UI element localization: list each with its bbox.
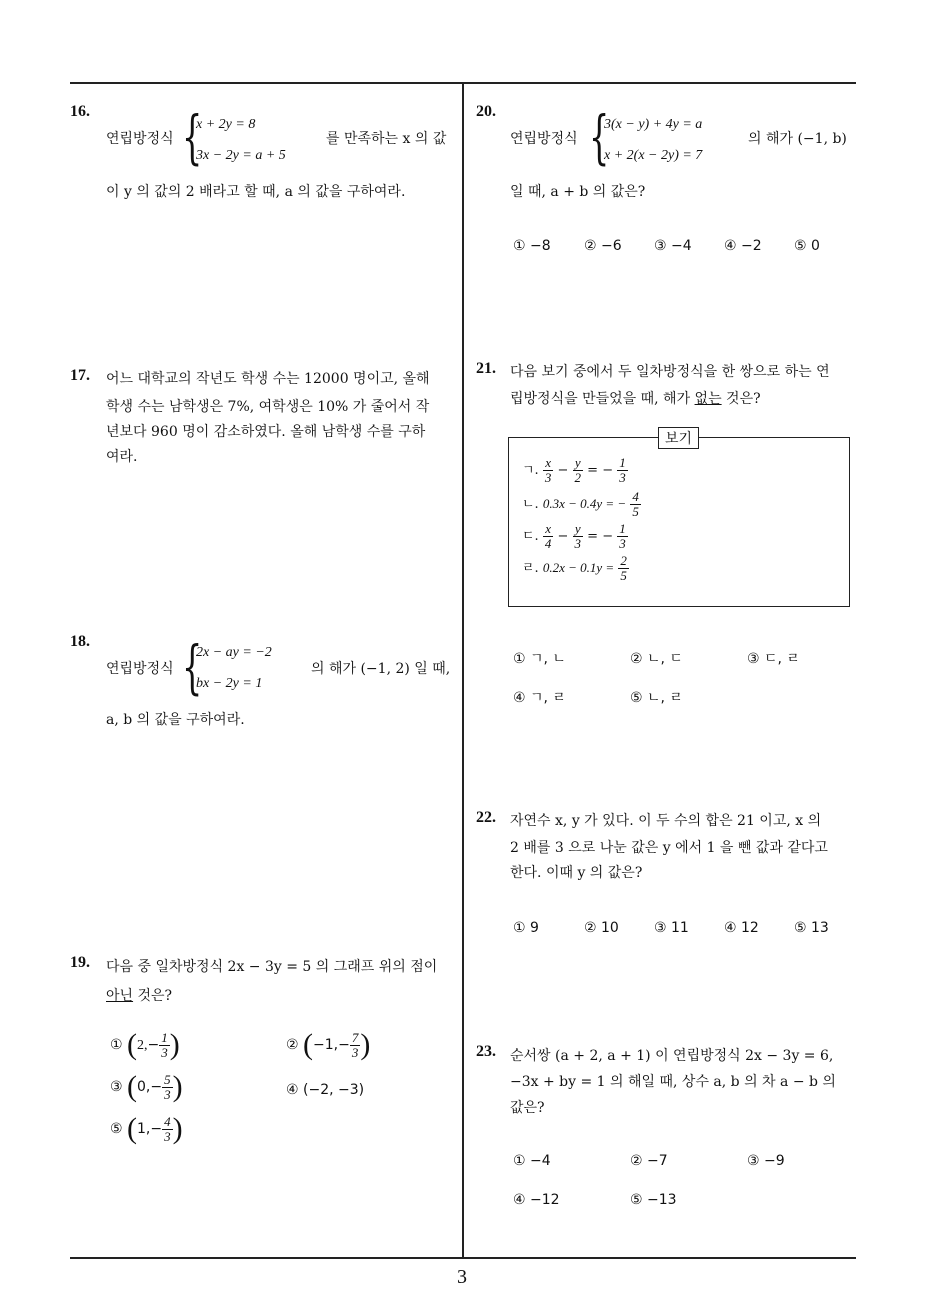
- numerator: 2: [620, 553, 627, 568]
- question-text: 의 해가 (−1, b): [748, 131, 847, 147]
- choice-4[interactable]: ④ −2: [724, 238, 762, 254]
- fraction: [543, 456, 554, 485]
- question-text: 연립방정식: [106, 131, 174, 147]
- numerator: 1: [161, 1029, 168, 1045]
- paren-open: (: [127, 1070, 138, 1103]
- sign: −: [338, 1037, 350, 1053]
- item-text: 0.2x − 0.1y =: [542, 560, 615, 575]
- numerator: 1: [619, 455, 626, 470]
- sign: −: [150, 1079, 163, 1095]
- choice-4[interactable]: ④ −12: [513, 1192, 560, 1208]
- example-item-2: [522, 490, 641, 519]
- choice-2[interactable]: ② −7: [630, 1153, 668, 1169]
- choice-1[interactable]: [110, 1028, 180, 1062]
- underlined-word: 아닌: [106, 988, 134, 1004]
- denominator: 3: [161, 1044, 168, 1060]
- choice-mark: ④: [286, 1082, 299, 1098]
- question-text: 이 y 의 값의 2 배라고 할 때, a 의 값을 구하여라.: [106, 184, 406, 200]
- question-text: 연립방정식: [510, 131, 578, 147]
- numerator: 1: [619, 521, 626, 536]
- equation-2: x + 2(x − 2y) = 7: [604, 148, 703, 163]
- paren-open: (: [127, 1112, 138, 1145]
- numerator: 5: [164, 1071, 171, 1087]
- question-text: 학생 수는 남학생은 7%, 여학생은 10% 가 줄어서 작: [106, 399, 430, 415]
- equation-2: bx − 2y = 1: [196, 676, 263, 691]
- choice-value: 0,: [137, 1079, 151, 1095]
- question-number: 22.: [476, 809, 496, 826]
- choice-1[interactable]: ① ㄱ, ㄴ: [513, 651, 566, 667]
- fraction: [630, 490, 641, 519]
- denominator: 3: [619, 536, 626, 551]
- question-text-part: 립방정식을 만들었을 때, 해가: [510, 391, 695, 407]
- fraction: [573, 522, 584, 551]
- fraction: [543, 522, 554, 551]
- choice-3[interactable]: ③ 11: [654, 920, 689, 936]
- fraction: [159, 1031, 170, 1060]
- question-text: 다음 중 일차방정식 2x − 3y = 5 의 그래프 위의 점이: [106, 959, 438, 975]
- choice-5[interactable]: ⑤ ㄴ, ㄹ: [630, 690, 683, 706]
- operator: = −: [587, 529, 614, 544]
- choice-value: 2,: [137, 1038, 148, 1053]
- choice-1[interactable]: ① −8: [513, 238, 551, 254]
- choice-4[interactable]: ④ 12: [724, 920, 759, 936]
- choice-5[interactable]: ⑤ 0: [794, 238, 820, 254]
- choice-value: −1,: [313, 1037, 339, 1053]
- example-item-4: [522, 554, 629, 583]
- question-text: 다음 보기 중에서 두 일차방정식을 한 쌍으로 하는 연: [510, 364, 830, 380]
- fraction: [162, 1115, 173, 1144]
- paren-close: ): [169, 1028, 180, 1061]
- question-text-part: 것은?: [721, 391, 761, 407]
- paren-open: (: [127, 1028, 138, 1061]
- bottom-rule: [70, 1257, 856, 1259]
- denominator: 5: [632, 504, 639, 519]
- denominator: 2: [574, 470, 582, 485]
- column-divider: [462, 82, 464, 1258]
- brace: {: [182, 633, 203, 701]
- paren-close: ): [360, 1028, 371, 1061]
- denominator: 3: [164, 1086, 171, 1102]
- choice-1[interactable]: ① 9: [513, 920, 539, 936]
- fraction: [162, 1073, 173, 1102]
- paren-open: (: [303, 1028, 314, 1061]
- sign: −: [150, 1121, 163, 1137]
- item-label: ㄱ.: [522, 463, 539, 478]
- question-text-rest: 것은?: [133, 988, 173, 1004]
- choice-3[interactable]: ③ ㄷ, ㄹ: [747, 651, 800, 667]
- question-text: [106, 985, 172, 1005]
- example-box-title: 보기: [658, 427, 699, 449]
- choice-2[interactable]: ② 10: [584, 920, 619, 936]
- choice-mark: ③: [110, 1079, 123, 1095]
- denominator: 5: [620, 568, 627, 583]
- numerator: 4: [632, 489, 639, 504]
- question-number: 20.: [476, 103, 496, 120]
- choice-4[interactable]: ④ ㄱ, ㄹ: [513, 690, 566, 706]
- fraction: [617, 456, 628, 485]
- question-text: 자연수 x, y 가 있다. 이 두 수의 합은 21 이고, x 의: [510, 813, 822, 829]
- numerator: 7: [351, 1029, 359, 1045]
- choice-5[interactable]: ⑤ 13: [794, 920, 829, 936]
- numerator: y: [573, 456, 584, 471]
- question-number: 23.: [476, 1043, 496, 1060]
- question-number: 19.: [70, 954, 90, 971]
- question-text: 값은?: [510, 1100, 545, 1116]
- question-text: 순서쌍 (a + 2, a + 1) 이 연립방정식 2x − 3y = 6,: [510, 1048, 834, 1064]
- underlined-word: 없는: [694, 391, 722, 407]
- sign: −: [147, 1037, 160, 1053]
- question-number: 16.: [70, 103, 90, 120]
- choice-5[interactable]: [110, 1112, 183, 1146]
- choice-3[interactable]: ③ −4: [654, 238, 692, 254]
- paren-close: ): [172, 1112, 183, 1145]
- numerator: 4: [164, 1113, 171, 1129]
- denominator: 3: [164, 1128, 171, 1144]
- choice-2[interactable]: ② ㄴ, ㄷ: [630, 651, 683, 667]
- item-label: ㄹ.: [522, 561, 539, 576]
- operator: = −: [587, 463, 614, 478]
- question-text: [510, 388, 761, 408]
- equation-1: 2x − ay = −2: [196, 645, 272, 660]
- choice-mark: ①: [110, 1037, 123, 1053]
- choice-1[interactable]: ① −4: [513, 1153, 551, 1169]
- denominator: 3: [544, 470, 552, 485]
- equation-1: x + 2y = 8: [196, 117, 256, 132]
- brace: {: [589, 103, 610, 171]
- equation-2: 3x − 2y = a + 5: [196, 148, 286, 163]
- item-label: ㄷ.: [522, 529, 539, 544]
- numerator: x: [543, 456, 554, 471]
- question-text: 2 배를 3 으로 나눈 값은 y 에서 1 을 뺀 값과 같다고: [510, 840, 828, 856]
- fraction: [573, 456, 584, 485]
- choice-4[interactable]: [286, 1082, 364, 1098]
- operator: −: [557, 529, 569, 544]
- page-number: 3: [457, 1266, 467, 1288]
- question-text: 를 만족하는 x 의 값: [326, 131, 447, 147]
- choice-3[interactable]: ③ −9: [747, 1153, 785, 1169]
- brace: {: [182, 103, 203, 171]
- numerator: y: [573, 522, 584, 537]
- example-item-3: [522, 522, 628, 551]
- question-number: 17.: [70, 367, 90, 384]
- choice-5[interactable]: ⑤ −13: [630, 1192, 677, 1208]
- paren-close: ): [172, 1070, 183, 1103]
- choice-3[interactable]: [110, 1070, 183, 1104]
- denominator: 3: [574, 536, 582, 551]
- denominator: 3: [351, 1044, 359, 1060]
- question-text: −3x + by = 1 의 해일 때, 상수 a, b 의 차 a − b 의: [510, 1074, 836, 1090]
- fraction: [618, 554, 629, 583]
- fraction: [350, 1031, 361, 1060]
- choice-value: (−2, −3): [303, 1082, 365, 1098]
- item-text: 0.3x − 0.4y = −: [542, 496, 627, 511]
- choice-mark: ②: [286, 1037, 299, 1053]
- choice-mark: ⑤: [110, 1121, 123, 1137]
- choice-value: 1,: [137, 1121, 151, 1137]
- question-text: 한다. 이때 y 의 값은?: [510, 865, 643, 881]
- denominator: 4: [544, 536, 552, 551]
- question-text: 일 때, a + b 의 값은?: [510, 184, 646, 200]
- question-text: a, b 의 값을 구하여라.: [106, 712, 245, 728]
- example-item-1: [522, 456, 628, 485]
- question-text: 여라.: [106, 449, 138, 465]
- question-text: 년보다 960 명이 감소하였다. 올해 남학생 수를 구하: [106, 424, 426, 440]
- question-number: 21.: [476, 360, 496, 377]
- fraction: [617, 522, 628, 551]
- question-text: 연립방정식: [106, 661, 174, 677]
- question-number: 18.: [70, 633, 90, 650]
- equation-1: 3(x − y) + 4y = a: [604, 117, 703, 132]
- question-text: 어느 대학교의 작년도 학생 수는 12000 명이고, 올해: [106, 371, 430, 387]
- denominator: 3: [619, 470, 626, 485]
- item-label: ㄴ.: [522, 497, 539, 512]
- numerator: x: [543, 522, 554, 537]
- choice-2[interactable]: [286, 1028, 370, 1062]
- question-text: 의 해가 (−1, 2) 일 때,: [311, 661, 451, 677]
- choice-2[interactable]: ② −6: [584, 238, 622, 254]
- operator: −: [557, 463, 569, 478]
